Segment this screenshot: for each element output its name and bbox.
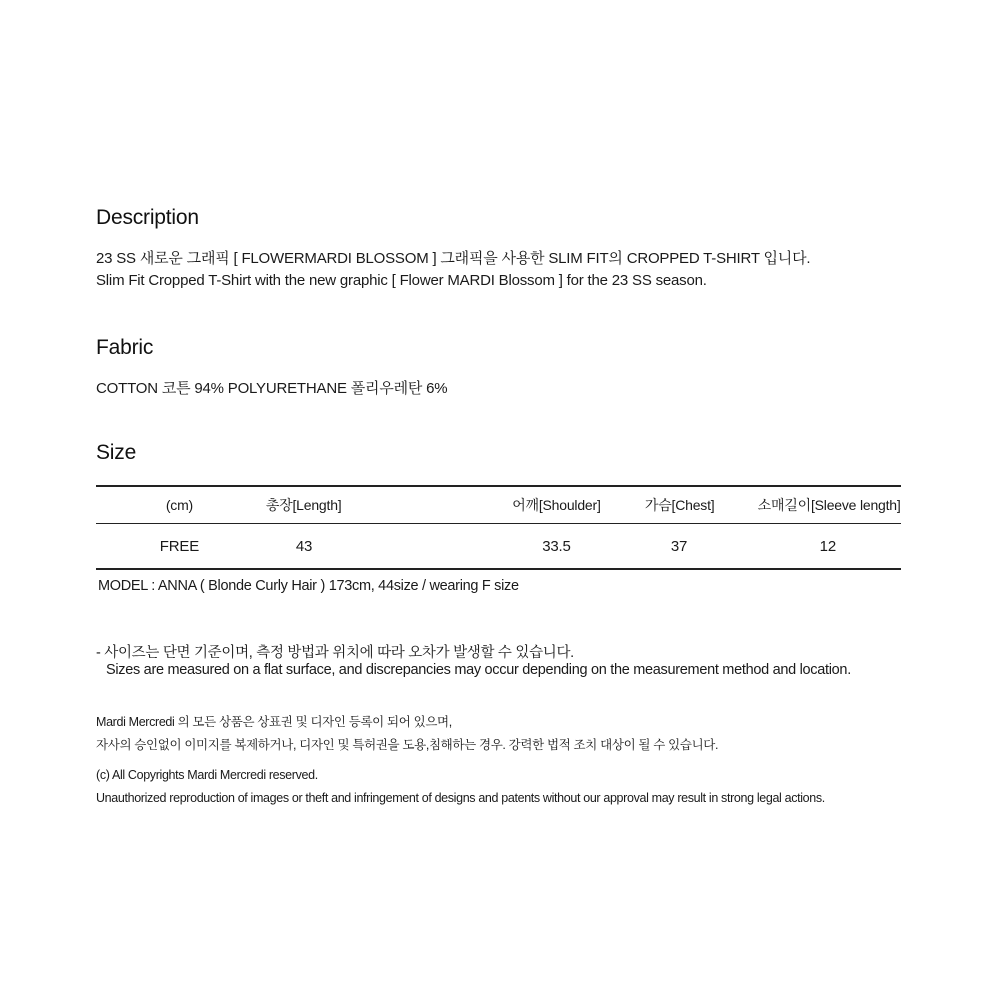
copyright-text: (c) All Copyrights Mardi Mercredi reserved. xyxy=(96,768,318,782)
size-header-shoulder: 어깨[Shoulder] xyxy=(512,497,601,513)
legal-text-en: Unauthorized reproduction of images or theft and infringement of designs and patents without our approval may result in strong legal actions. xyxy=(96,791,825,805)
description-heading: Description xyxy=(96,206,199,229)
description-text-en: Slim Fit Cropped T-Shirt with the new graphic [ Flower MARDI Blossom ] for the 23 SS season. xyxy=(96,272,707,289)
size-cell-name: FREE xyxy=(159,537,200,555)
size-table-header-row xyxy=(96,486,901,524)
size-cell-length: 43 xyxy=(295,537,313,555)
size-header-length: 총장[Length] xyxy=(265,497,342,513)
fabric-heading: Fabric xyxy=(96,336,154,359)
legal-text-ko-2: 자사의 승인없이 이미지를 복제하거나, 디자인 및 특허권을 도용,침해하는 경우. 강력한 법적 조치 대상이 될 수 있습니다. xyxy=(96,738,719,752)
size-header-sleeve: 소매길이[Sleeve length] xyxy=(757,497,901,513)
size-cell-chest: 37 xyxy=(670,537,688,555)
size-header-unit: (cm) xyxy=(165,497,193,513)
size-cell-shoulder: 33.5 xyxy=(542,537,571,555)
fabric-composition: COTTON 코튼 94% POLYURETHANE 폴리우레탄 6% xyxy=(96,380,448,397)
size-cell-sleeve: 12 xyxy=(819,537,836,555)
legal-text-ko-1: Mardi Mercredi 의 모든 상품은 상표권 및 디자인 등록이 되어 있으며, xyxy=(96,715,452,729)
model-info: MODEL : ANNA ( Blonde Curly Hair ) 173cm, 44size / wearing F size xyxy=(98,578,519,594)
size-header-chest: 가슴[Chest] xyxy=(644,497,715,513)
size-table-row xyxy=(96,524,901,570)
description-text-ko: 23 SS 새로운 그래픽 [ FLOWERMARDI BLOSSOM ] 그래픽을 사용한 SLIM FIT의 CROPPED T-SHIRT 입니다. xyxy=(96,250,811,267)
size-heading: Size xyxy=(96,441,137,464)
size-table xyxy=(96,485,901,570)
size-notice-ko: - 사이즈는 단면 기준이며, 측정 방법과 위치에 따라 오차가 발생할 수 있습니다. xyxy=(96,645,574,661)
size-notice-en: Sizes are measured on a flat surface, and discrepancies may occur depending on the measurement method and location. xyxy=(106,662,851,678)
